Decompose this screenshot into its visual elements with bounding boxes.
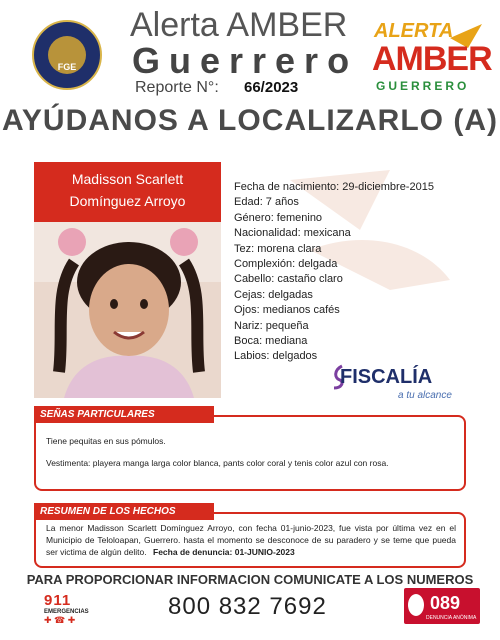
senas-heading: SEÑAS PARTICULARES — [34, 406, 214, 423]
reporte-number: 66/2023 — [244, 79, 299, 96]
logo-089 — [404, 588, 480, 624]
title-alerta-amber: Alerta AMBER — [130, 6, 348, 44]
person-details — [234, 180, 434, 365]
name-box — [34, 162, 221, 222]
reporte-label: Reporte N°: — [135, 79, 219, 96]
logo-911-number: 911 — [44, 592, 72, 609]
name-line1: Madisson Scarlett — [71, 171, 184, 187]
title-guerrero: Guerrero — [132, 40, 359, 81]
logo-089-sub: DENUNCIA ANÓNIMA — [426, 615, 477, 621]
fge-seal-logo — [32, 20, 102, 90]
detail-lips: Labios: delgados — [234, 350, 318, 363]
resumen-heading: RESUMEN DE LOS HECHOS — [34, 503, 214, 520]
logo-911 — [44, 592, 90, 626]
detail-mouth: Boca: mediana — [234, 335, 308, 348]
resumen-text — [46, 522, 456, 558]
detail-complexion-skin: Tez: morena clara — [234, 242, 322, 255]
detail-gender: Género: femenino — [234, 211, 323, 224]
detail-birthdate: Fecha de nacimiento: 29-diciembre-2015 — [234, 181, 434, 193]
phone-number[interactable]: 800 832 7692 — [168, 593, 327, 620]
senas-line2: Vestimenta: playera manga larga color blanca, pants color coral y tenis color azul con rosa. — [46, 458, 389, 468]
fiscalia-logo: FISCALÍA — [340, 366, 433, 388]
contact-label: PARA PROPORCIONAR INFORMACION COMUNICATE A LOS NUMEROS — [26, 572, 474, 587]
detail-nationality: Nacionalidad: mexicana — [234, 227, 351, 240]
logo-089-number: 089 — [430, 593, 461, 613]
detail-nose: Nariz: pequeña — [234, 319, 309, 332]
amber-logo-amber: AMBER — [372, 40, 492, 78]
senas-box — [34, 415, 466, 491]
senas-line1: Tiene pequitas en sus pómulos. — [46, 436, 166, 446]
seal-text: FGE — [57, 62, 77, 72]
detail-eyes: Ojos: medianos cafés — [234, 304, 340, 317]
headline: AYÚDANOS A LOCALIZARLO (A) — [2, 104, 498, 137]
fiscalia-tagline: a tu alcance — [398, 390, 452, 401]
detail-age: Edad: 7 años — [234, 196, 299, 209]
detail-hair: Cabello: castaño claro — [234, 273, 343, 286]
resumen-denuncia: Fecha de denuncia: 01-JUNIO-2023 — [153, 547, 295, 557]
name-line2: Domínguez Arroyo — [69, 193, 186, 209]
missing-person-photo — [34, 222, 221, 398]
resumen-body: La menor Madisson Scarlett Domínguez Arroyo, con fecha 01-junio-2023, fue vista por última vez en el Municipio de Teloloapan, Guerrero. hasta el momento se desconoce de su paradero y se teme que pueda ser victima de algún delito. — [46, 523, 456, 557]
detail-eyebrows: Cejas: delgadas — [234, 288, 313, 301]
detail-build: Complexión: delgada — [234, 258, 338, 271]
logo-911-sub: EMERGENCIAS — [44, 609, 89, 615]
logo-911-icons: ✚ ☎ ✚ — [44, 615, 76, 625]
amber-logo-alerta: ALERTA — [374, 20, 454, 42]
logo-089-mask-icon — [408, 594, 424, 616]
amber-logo-guerrero: GUERRERO — [376, 79, 470, 93]
